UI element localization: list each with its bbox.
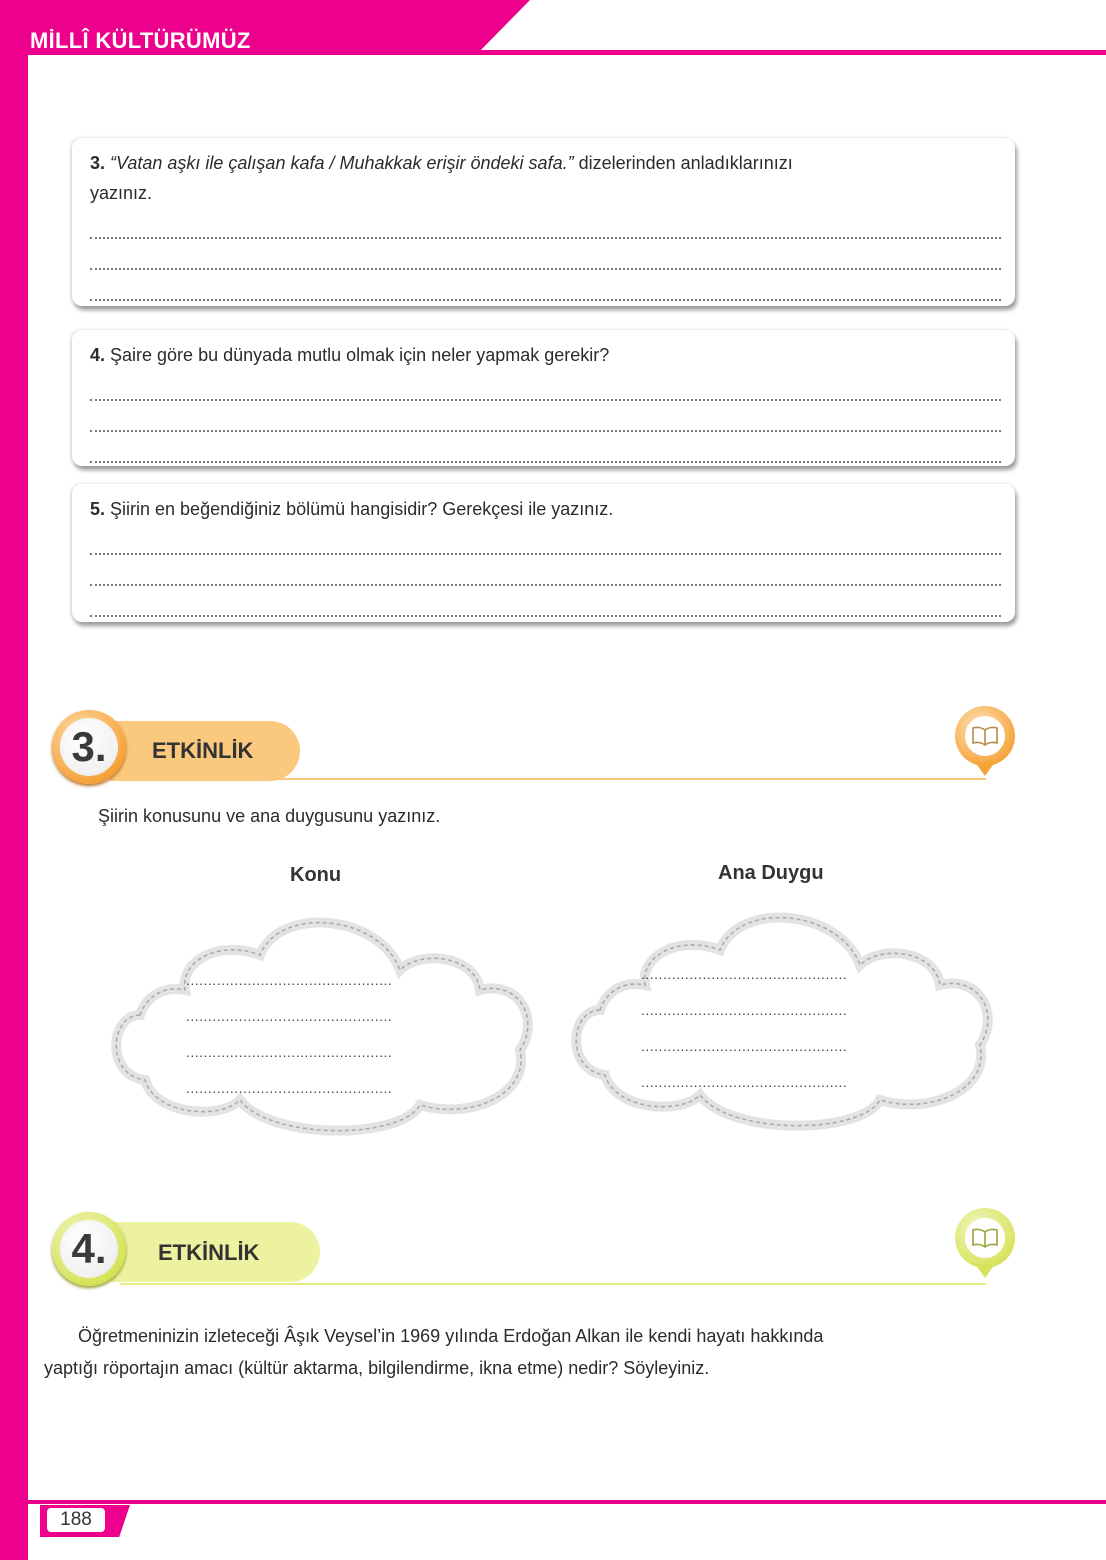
question-text: Şaire göre bu dünyada mutlu olmak için neler yapmak gerekir? — [105, 345, 610, 365]
activity-4-rule — [120, 1283, 986, 1285]
cloud-left-shape — [100, 900, 540, 1150]
question-box-3 — [72, 138, 1015, 306]
open-book-icon — [955, 706, 1015, 766]
map-pin-tip — [975, 762, 995, 776]
question-box-4 — [72, 330, 1015, 466]
activity-4-text-line-2: yaptığı röportajın amacı (kültür aktarma, bilgilendirme, ikna etme) nedir? Söyleyiniz. — [44, 1358, 710, 1378]
activity-3-label: ETKİNLİK — [152, 738, 254, 763]
activity-3-number: 3. — [71, 723, 107, 770]
footer-line — [0, 1500, 1106, 1504]
cloud-right-shape — [560, 895, 1000, 1145]
question-text-continued: yazınız. — [90, 183, 153, 203]
question-number: 5. — [90, 499, 106, 519]
ana-duygu-answer-line[interactable]: ............................................... — [641, 1074, 848, 1090]
activity-4-badge — [52, 1212, 126, 1286]
question-number: 4. — [90, 345, 106, 365]
answer-line[interactable] — [90, 432, 1001, 463]
open-book-icon — [955, 1208, 1015, 1268]
cloud-left-title: Konu — [290, 864, 342, 886]
question-5-text — [72, 484, 1015, 524]
question-text: dizelerinden anladıklarınızı — [573, 153, 793, 173]
activity-4-text-line-1: Öğretmeninizin izleteceği Âşık Veysel’in 1969 yılında Erdoğan Alkan ile kendi hayatı hakkında — [78, 1326, 824, 1346]
activity-3-badge — [52, 710, 126, 784]
question-text: Şiirin en beğendiğiniz bölümü hangisidir? Gerekçesi ile yazınız. — [105, 499, 614, 519]
answer-line[interactable] — [90, 239, 1001, 270]
answer-line[interactable] — [90, 270, 1001, 301]
answer-line[interactable] — [90, 524, 1001, 555]
question-box-5 — [72, 484, 1015, 622]
activity-4-label: ETKİNLİK — [158, 1240, 260, 1265]
page-header-title: MİLLÎ KÜLTÜRÜMÜZ — [30, 28, 251, 53]
page-number: 188 — [47, 1508, 105, 1532]
answer-line[interactable] — [90, 370, 1001, 401]
konu-answer-line[interactable]: ............................................... — [186, 1008, 393, 1024]
side-bar — [0, 0, 28, 1560]
answer-line[interactable] — [90, 401, 1001, 432]
ana-duygu-answer-line[interactable]: ............................................... — [641, 966, 848, 982]
ana-duygu-answer-line[interactable]: ............................................... — [641, 1002, 848, 1018]
answer-line[interactable] — [90, 208, 1001, 239]
question-quote: “Vatan aşkı ile çalışan kafa / Muhakkak erişir öndeki safa.” — [110, 153, 574, 173]
konu-answer-line[interactable]: ............................................... — [186, 1044, 393, 1060]
konu-answer-line[interactable]: ............................................... — [186, 1080, 393, 1096]
activity-3-instruction: Şiirin konusunu ve ana duygusunu yazınız. — [98, 806, 441, 826]
question-number: 3. — [90, 153, 106, 173]
cloud-right-title: Ana Duygu — [718, 862, 824, 884]
activity-4-number: 4. — [71, 1225, 107, 1272]
question-3-text — [72, 138, 1015, 208]
ana-duygu-answer-line[interactable]: ............................................... — [641, 1038, 848, 1054]
answer-line[interactable] — [90, 555, 1001, 586]
map-pin-tip — [975, 1264, 995, 1278]
konu-answer-line[interactable]: ............................................... — [186, 972, 393, 988]
answer-line[interactable] — [90, 586, 1001, 617]
question-4-text — [72, 330, 1015, 370]
